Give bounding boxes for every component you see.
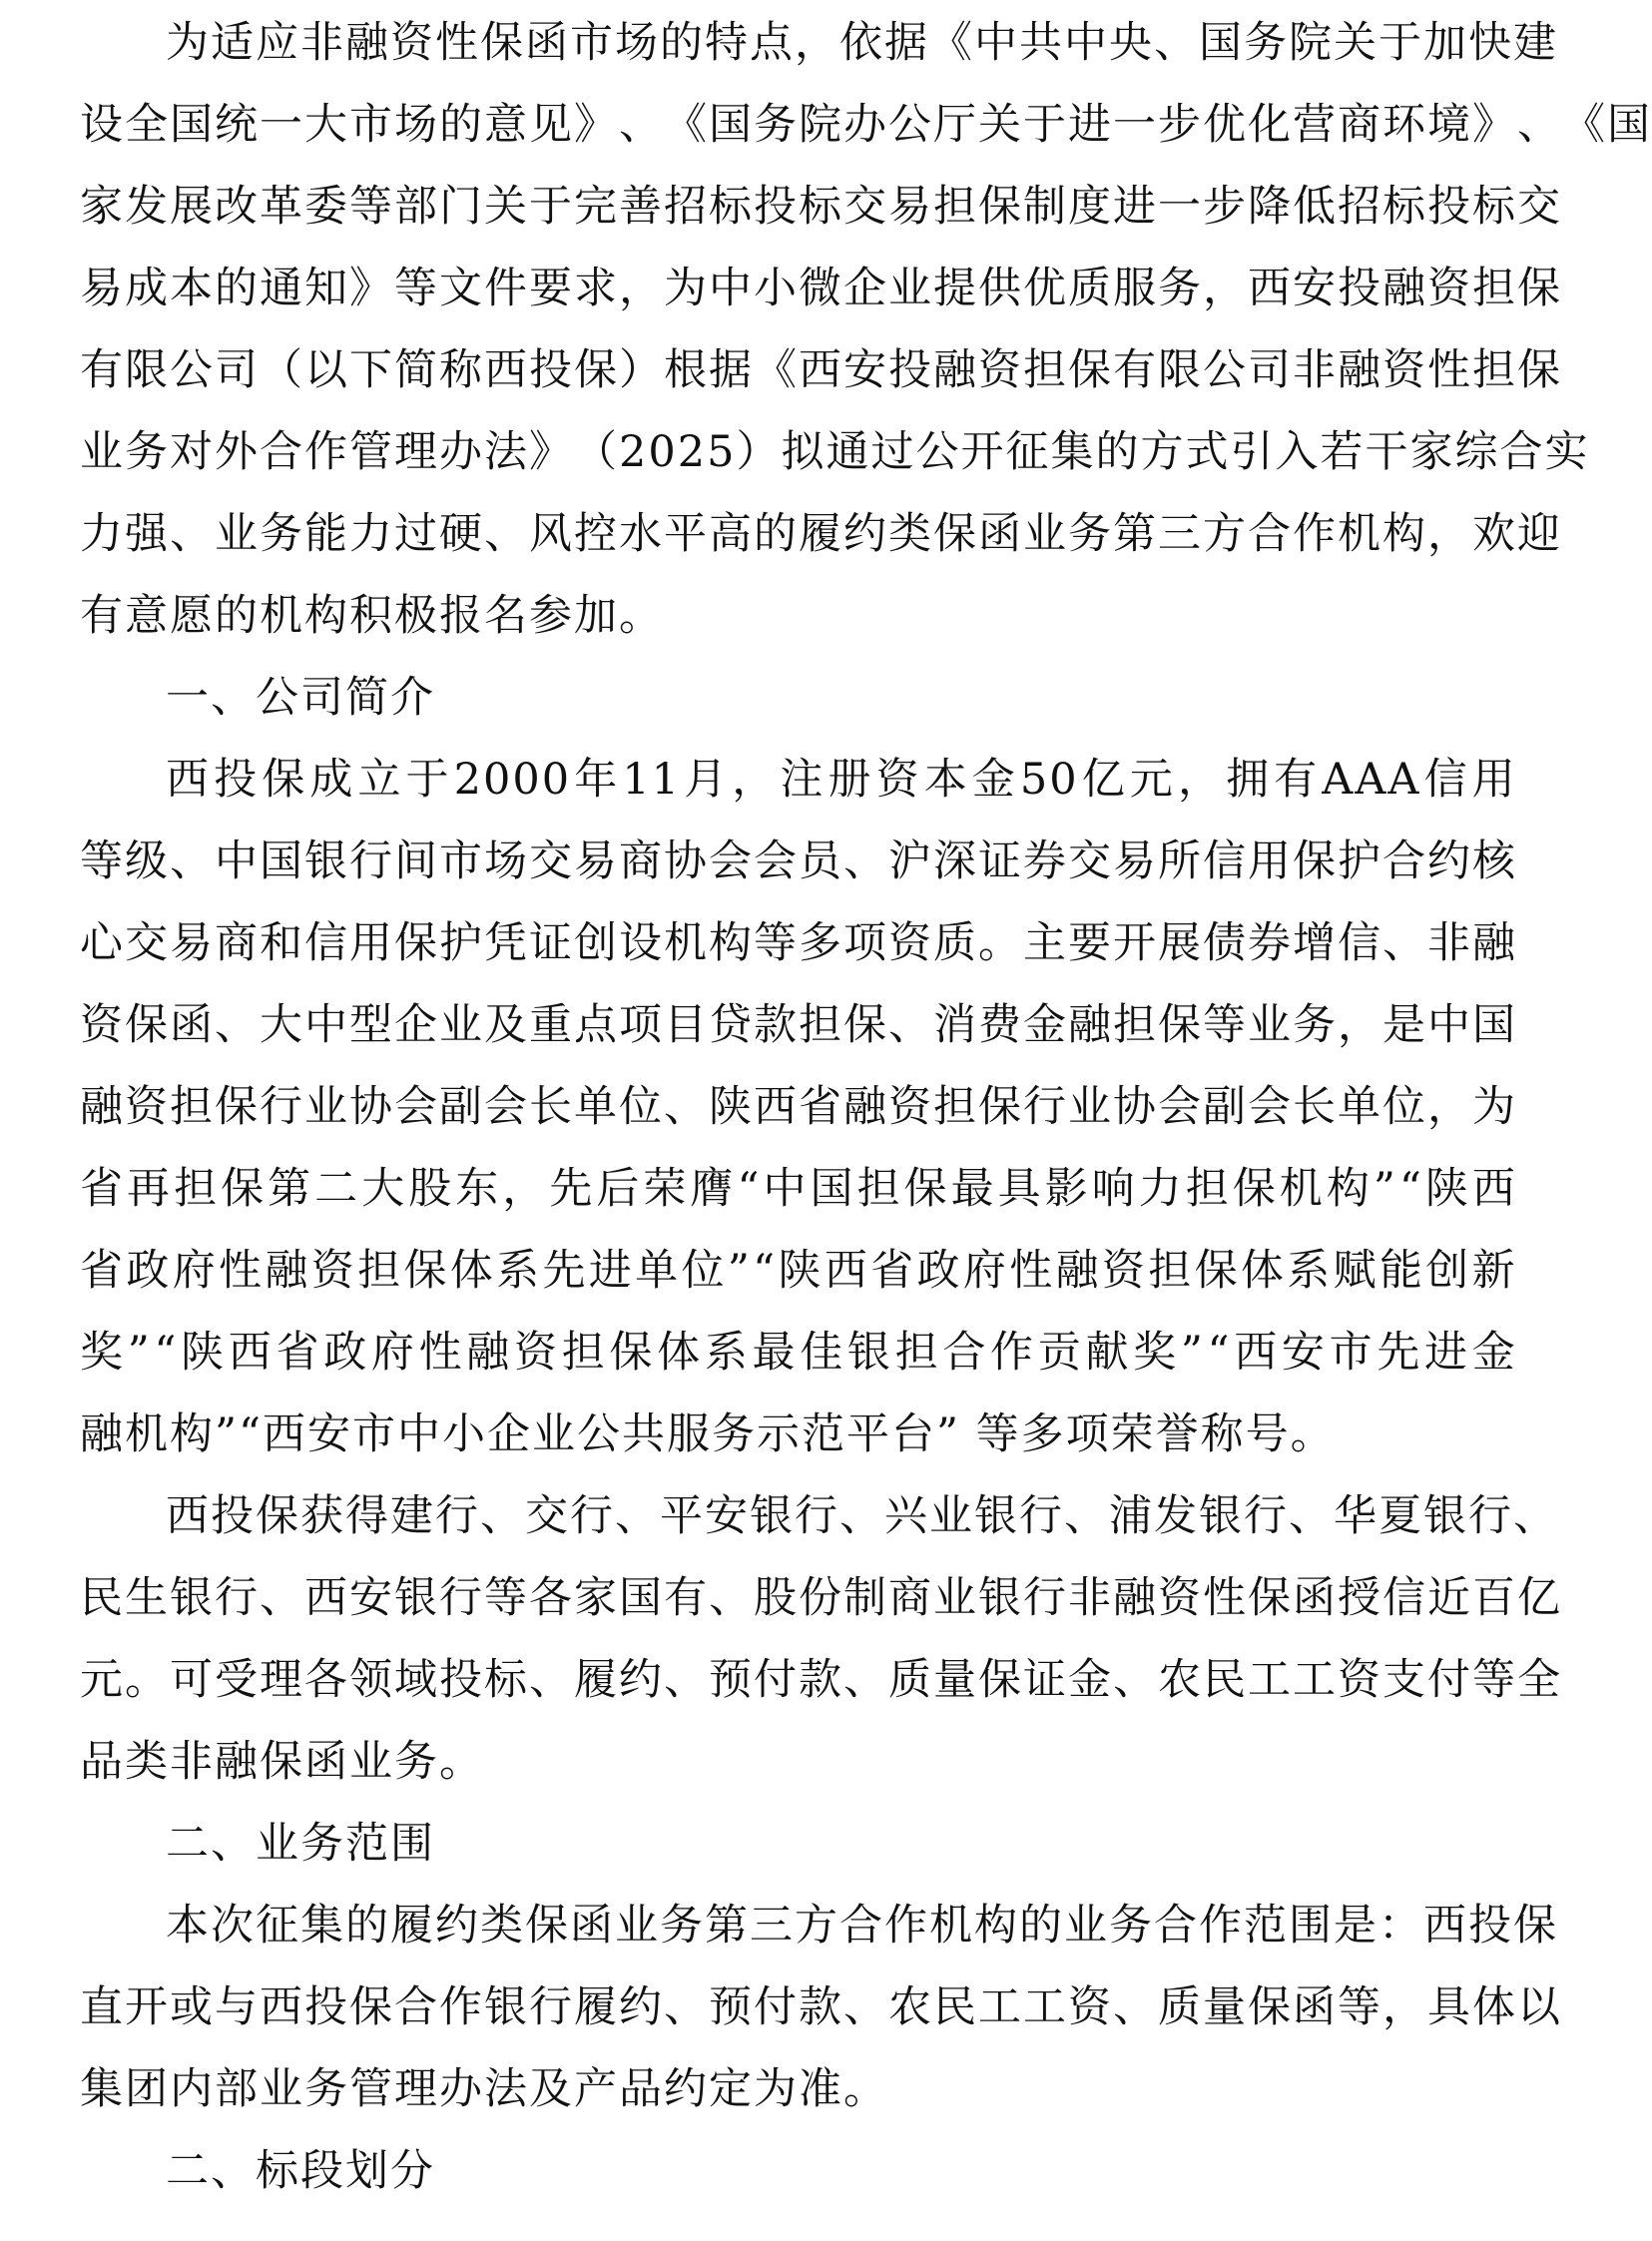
- section-heading-lot-division: 二、标段划分: [166, 2146, 435, 2196]
- text-line: 奖 ” “ 陕 西 省 政 府 性 融 资 担 保 体 系 最 佳 银 担 合 作 贡 献 奖 ” “ 西 安 市 先 进 金: [80, 1328, 1517, 1378]
- document-page: [80, 0, 1652, 2241]
- text-line: 元 。 可 受 理 各 领 域 投 标 、 履 约 、 预 付 款 、 质 量 保 证 金 、 农 民 工 工 资 支 付 等 全: [80, 1655, 1562, 1705]
- text-line: 直 开 或 与 西 投 保 合 作 银 行 履 约 、 预 付 款 、 农 民 工 工 资 、 质 量 保 函 等 ， 具 体 以: [80, 1982, 1562, 2032]
- text-line: 资 保 函 、 大 中 型 企 业 及 重 点 项 目 贷 款 担 保 、 消 费 金 融 担 保 等 业 务 ， 是 中 国: [80, 1000, 1517, 1050]
- intro-paragraph: [80, 2, 1652, 657]
- section-heading-business-scope: 二、业务范围: [166, 1819, 435, 1869]
- text-line: 业 务 对 外 合 作 管 理 办 法 》 （ 2025 ） 拟 通 过 公 开 征 集 的 方 式 引 入 若 干 家 综 合 实: [80, 427, 1590, 477]
- text-line: 西 投 保 成 立 于 2000 年 11 月 ， 注 册 资 本 金 50 亿 元 ， 拥 有 AAA 信 用: [166, 755, 1517, 805]
- text-line: 西 投 保 获 得 建 行 、 交 行 、 平 安 银 行 、 兴 业 银 行 、 浦 发 银 行 、 华 夏 银 行 、: [166, 1491, 1558, 1541]
- company-profile-paragraph-1: [80, 739, 1517, 1475]
- text-line: 民 生 银 行 、 西 安 银 行 等 各 家 国 有 、 股 份 制 商 业 银 行 非 融 资 性 保 函 授 信 近 百 亿: [80, 1573, 1562, 1623]
- text-line: 本 次 征 集 的 履 约 类 保 函 业 务 第 三 方 合 作 机 构 的 业 务 合 作 范 围 是 ： 西 投 保: [166, 1901, 1558, 1951]
- company-profile-paragraph-2: [80, 1475, 1562, 1803]
- text-line: 为 适 应 非 融 资 性 保 函 市 场 的 特 点 ， 依 据 《 中 共 中 央 、 国 务 院 关 于 加 快 建: [166, 18, 1558, 68]
- section-heading-company-profile: 一、公司简介: [166, 673, 435, 723]
- text-line: 心 交 易 商 和 信 用 保 护 凭 证 创 设 机 构 等 多 项 资 质 。 主 要 开 展 债 券 增 信 、 非 融: [80, 918, 1517, 968]
- text-line: 集团内部业务管理办法及产品约定为准。: [80, 2064, 888, 2114]
- text-line: 力 强 、 业 务 能 力 过 硬 、 风 控 水 平 高 的 履 约 类 保 函 业 务 第 三 方 合 作 机 构 ， 欢 迎: [80, 509, 1562, 559]
- text-line: 家 发 展 改 革 委 等 部 门 关 于 完 善 招 标 投 标 交 易 担 保 制 度 进 一 步 降 低 招 标 投 标 交: [80, 182, 1562, 232]
- text-line: 有 限 公 司 （ 以 下 简 称 西 投 保 ） 根 据 《 西 安 投 融 资 担 保 有 限 公 司 非 融 资 性 担 保: [80, 345, 1562, 395]
- business-scope-paragraph: [80, 1885, 1562, 2130]
- text-line: 融机构”“西安市中小企业公共服务示范平台” 等多项荣誉称号。: [80, 1409, 1336, 1459]
- text-line: 设 全 国 统 一 大 市 场 的 意 见 》 、 《 国 务 院 办 公 厅 关 于 进 一 步 优 化 营 商 环 境 》 、 《 国: [80, 100, 1652, 150]
- text-line: 有意愿的机构积极报名参加。: [80, 591, 664, 641]
- text-line: 易 成 本 的 通 知 》 等 文 件 要 求 ， 为 中 小 微 企 业 提 供 优 质 服 务 ， 西 安 投 融 资 担 保: [80, 264, 1562, 313]
- text-line: 等 级 、 中 国 银 行 间 市 场 交 易 商 协 会 会 员 、 沪 深 证 券 交 易 所 信 用 保 护 合 约 核: [80, 837, 1517, 886]
- text-line: 省 再 担 保 第 二 大 股 东 ， 先 后 荣 膺 “ 中 国 担 保 最 具 影 响 力 担 保 机 构 ” “ 陕 西: [80, 1164, 1517, 1214]
- text-line: 融 资 担 保 行 业 协 会 副 会 长 单 位 、 陕 西 省 融 资 担 保 行 业 协 会 副 会 长 单 位 ， 为: [80, 1082, 1517, 1132]
- text-line: 省 政 府 性 融 资 担 保 体 系 先 进 单 位 ” “ 陕 西 省 政 府 性 融 资 担 保 体 系 赋 能 创 新: [80, 1246, 1517, 1296]
- text-line: 品类非融保函业务。: [80, 1737, 484, 1787]
